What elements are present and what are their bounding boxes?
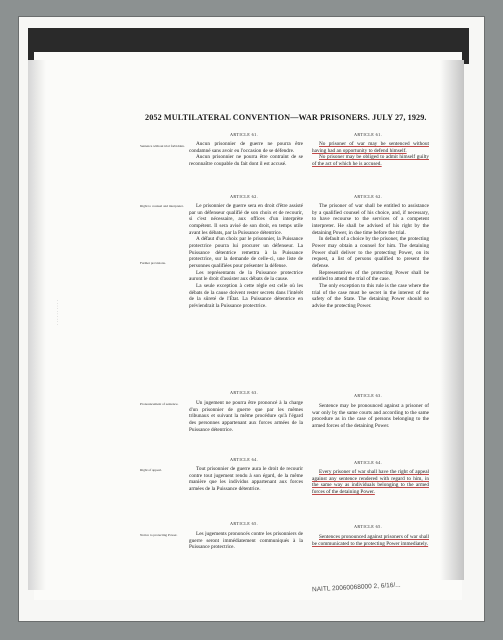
page-header: 2052 MULTILATERAL CONVENTION—WAR PRISONERS. JULY 27, 1929. (145, 113, 427, 122)
article-65-english (312, 534, 429, 547)
article-64-heading-en: ARTICLE 64. (354, 460, 383, 465)
margin-note-62: Right to counsel and interpreter. (140, 204, 184, 208)
margin-note-64: Right of appeal. (140, 468, 162, 472)
margin-note-65: Notice to protecting Power. (140, 533, 178, 537)
article-63-french (189, 400, 303, 433)
article-64-english (312, 469, 429, 496)
article-61-en-p1: No prisoner of war may be sentenced without having had an opportunity to defend himself. (312, 141, 429, 154)
article-64-fr-p1: Tout prisonnier de guerre aura le droit de recourir contre tout jugement rendu à son égard, de la même manière que les individus appartenant aux forces armées de la Puissance détentrice. (189, 466, 303, 492)
article-64-en-p1: Every prisoner of war shall have the right of appeal against any sentence rendered with regard to him, in the same way as individuals belonging to the armed forces of the detaining Power. (312, 469, 429, 495)
article-61-fr-p1: Aucun prisonnier de guerre ne pourra être condamné sans avoir eu l'occasion de se défendre. (189, 141, 303, 154)
margin-note-61: Sentence without trial forbidden. (140, 144, 185, 148)
article-62-en-p1: The prisoner of war shall be entitled to assistance by a qualified counsel of his choice, and, if necessary, to have recourse to the services of a competent interpreter. He shall be advised of his right by the detaining Power, in due time before the trial. (312, 203, 429, 236)
article-61-heading-en: ARTICLE 61. (354, 132, 383, 137)
article-65-heading-fr: ARTICLE 65. (230, 521, 259, 526)
article-65-french (189, 531, 303, 551)
article-62-en-p4: The only exception to this rule is the case where the trial of the case must be secret in the interest of the safety of the State. The detaining Power should so advise the protecting Power. (312, 282, 429, 309)
article-63-heading-fr: ARTICLE 63. (230, 390, 259, 395)
article-65-heading-en: ARTICLE 65. (354, 524, 383, 529)
article-61-english (312, 141, 429, 168)
article-61-en-p2: No prisoner may be obliged to admit himself guilty of the act of which he is accused. (312, 154, 429, 167)
article-62-fr-p4: La seule exception à cette règle est celle où les débats de la cause doivent rester secrets dans l'intérêt de la sûreté de l'État. La Puissance détentrice en préviendrait la Puissance protectrice. (189, 282, 303, 309)
article-63-en-p1: Sentence may be pronounced against a prisoner of war only by the same courts and according to the same procedure as in the case of persons belonging to the armed forces of the detaining Power. (312, 403, 429, 429)
article-62-heading-en: ARTICLE 62. (354, 194, 383, 199)
article-62-fr-p1: Le prisonnier de guerre sera en droit d'être assisté par un défenseur qualifié de son choix et de recourir, si c'est nécessaire, aux offices d'un interprète compétent. Il sera avisé de son droit, en temps utile avant les débats, par la Puissance détentrice. (189, 203, 303, 236)
article-61-fr-p2: Aucun prisonnier ne pourra être contraint de se reconnaître coupable du fait dont il est accusé. (189, 154, 303, 167)
article-63-fr-p1: Un jugement ne pourra être prononcé à la charge d'un prisonnier de guerre que par les mêmes tribunaux et suivant la même procédure qu'à l'égard des personnes appartenant aux forces armées de la Puissance détentrice. (189, 400, 303, 433)
article-61-french (189, 141, 303, 168)
article-65-en-p1: Sentences pronounced against prisoners of war shall be communicated to the protecting Power immediately. (312, 534, 429, 547)
article-63-english (312, 403, 429, 430)
margin-note-63: Pronouncement of sentence. (140, 402, 179, 406)
article-62-fr-p2: A défaut d'un choix par le prisonnier, la Puissance protectrice pourra lui procurer un défenseur. La Puissance détentrice remettra à la Puissance protectrice, sur la demande de celle-ci, une liste de personnes qualifiées pour présenter la défense. (189, 236, 303, 269)
article-61-heading-fr: ARTICLE 61. (230, 132, 259, 137)
article-64-french (189, 466, 303, 493)
article-62-heading-fr: ARTICLE 62. (230, 194, 259, 199)
page-shade-right (440, 60, 464, 580)
archive-stamp: NAITL 20060068000 2, 6/16/... (311, 581, 401, 594)
article-62-english (312, 203, 429, 310)
article-62-en-p3: Representatives of the protecting Power shall be entitled to attend the trial of the case. (312, 269, 429, 283)
article-62-french (189, 203, 303, 310)
article-62-fr-p3: Les représentants de la Puissance protectrice auront le droit d'assister aux débats de la cause. (189, 269, 303, 283)
margin-note-62b: Further provisions. (140, 261, 166, 265)
article-64-heading-fr: ARTICLE 64. (230, 457, 259, 462)
page-shade-left (28, 60, 46, 590)
article-63-heading-en: ARTICLE 63. (354, 393, 383, 398)
faded-side-note: · · · · · · · · · · (55, 300, 60, 326)
article-65-fr-p1: Les jugements prononcés contre les prisonniers de guerre seront immédiatement communiqués à la Puissance protectrice. (189, 531, 303, 551)
article-62-en-p2: In default of a choice by the prisoner, the protecting Power may obtain a counsel for him. The detaining Power shall deliver to the protecting Power, on its request, a list of persons qualified to present the defense. (312, 236, 429, 269)
